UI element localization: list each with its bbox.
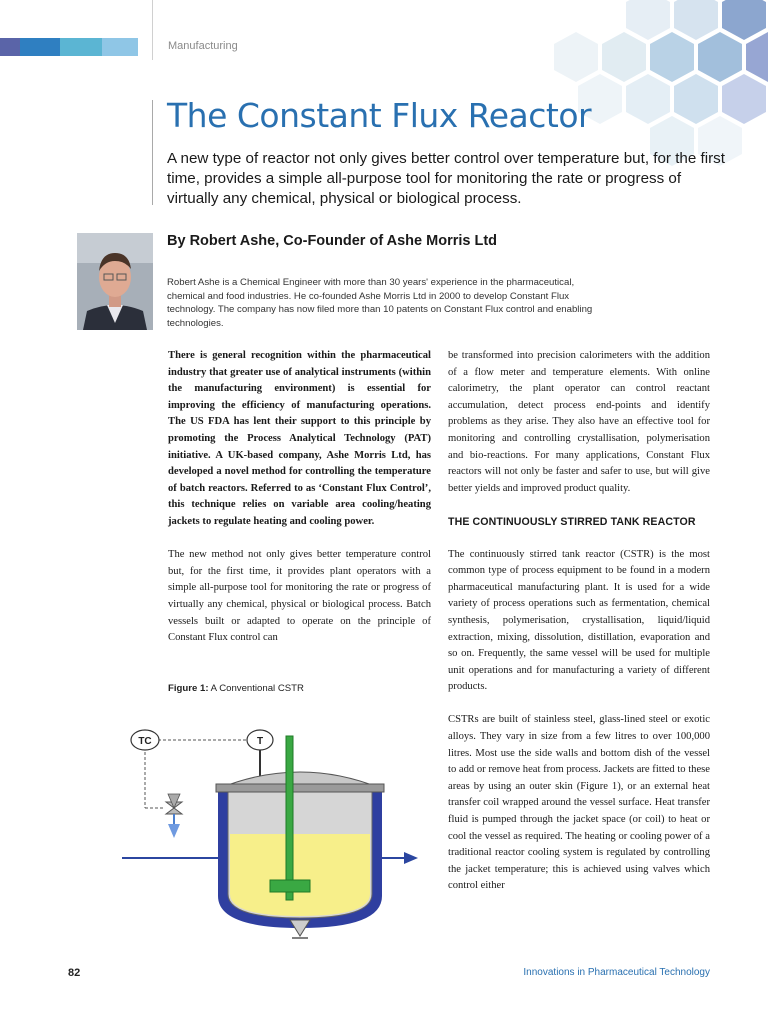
column-left [168, 348, 431, 663]
figure-label: Figure 1: [168, 683, 209, 694]
page-title: The Constant Flux Reactor [167, 96, 592, 135]
hexagon-shape [554, 32, 598, 82]
title-divider [152, 100, 153, 205]
byline: By Robert Ashe, Co-Founder of Ashe Morris Ltd [167, 233, 498, 249]
hexagon-shape [602, 32, 646, 82]
body-paragraph: be transformed into precision calorimeters with the addition of a flow meter and temperature elements. With online calorimetry, the plant operator can control reactant accumulation, detect process end-points and identify problems as they arise. They also have an effective tool for monitoring and controlling crystallisation, polymerisation and bio-reactions. For many applications, Constant Flux reactors will not only be faster and safer to use, but will give better yields and improved product quality. [448, 350, 710, 494]
author-photo [77, 233, 153, 330]
cstr-diagram [120, 716, 440, 946]
outlet-arrow-icon [404, 852, 418, 864]
agitator-shaft [286, 736, 293, 900]
stripe-3 [60, 38, 102, 56]
column-right [448, 348, 710, 912]
body-paragraph: The new method not only gives better temperature control but, for the first time, it provides plant operators with a simple all-purpose tool for monitoring the rate or progress of virtually any chemical, physical or biological process. Batch vessels built or adapted to operate on the principle of Constant Flux control can [168, 549, 431, 644]
hexagon-shape [626, 74, 670, 124]
reactor-flange [216, 784, 384, 792]
publication-name: Innovations in Pharmaceutical Technology [523, 967, 710, 978]
section-heading: THE CONTINUOUSLY STIRRED TANK REACTOR [448, 515, 696, 528]
header-divider [152, 0, 153, 60]
body-paragraph: The continuously stirred tank reactor (CSTR) is the most common type of process equipment to be found in a modern pharmaceutical manufacturing plant. It is used for a wide variety of process operations such as fermentation, chemical synthesis, polymerisation, crystallisation, liquid/liquid extraction, mixing, dissolution, distillation, evaporation and so on. Frequently, the same vessel will be used for multiple unit operations and for manufacturing a variety of different products. [448, 548, 710, 693]
hexagon-shape [674, 74, 718, 124]
stripe-1 [0, 38, 20, 56]
inlet-arrow-icon [168, 824, 180, 838]
standfirst: A new type of reactor not only gives better control over temperature but, for the first time, provides a simple all-purpose tool for monitoring the rate or progress of virtually any chemical, physical or biological process. [167, 150, 725, 207]
tc-label: TC [138, 736, 152, 747]
section-label: Manufacturing [168, 40, 238, 52]
hexagon-shape [722, 0, 766, 40]
figure-caption [168, 683, 304, 694]
valve-icon [168, 794, 180, 808]
t-label: T [256, 736, 264, 747]
lead-paragraph: There is general recognition within the pharmaceutical industry that greater use of analytical instruments (within the manufacturing environment) is essential for improving the efficiency of manufacturing operations. The US FDA has lent their support to this principle by promoting the Process Analytical Technology (PAT) initiative. A UK-based company, Ashe Morris Ltd, has developed a novel method for controlling the temperature of batch reactors. Referred to as ‘Constant Flux Control’, this technique relies on variable area cooling/heating jackets to regulate heating and cooling power. [168, 350, 431, 527]
author-portrait [77, 233, 153, 330]
bottom-valve-icon [290, 920, 310, 936]
hexagon-shape [698, 32, 742, 82]
header-color-stripes [0, 38, 138, 56]
hexagon-shape [722, 74, 766, 124]
hexagon-shape [650, 32, 694, 82]
body-paragraph: CSTRs are built of stainless steel, glass-lined steel or exotic alloys. They vary in size from a few litres to over 100,000 litres. Most use the side walls and bottom dish of the vessel to add or remove heat from process. Jackets are fitted to these areas by using an outer skin (Figure 1), or an external heat transfer coil wrapped around the vessel surface. Heat transfer fluid is pumped through the jacket space (or coil) to heat or cool the vessel as required. The heating or cooling power of a traditional reactor cooling system is regulated by controlling the jacket temperature; this is achieved using valves which control either [448, 714, 710, 892]
stripe-4 [102, 38, 138, 56]
agitator-impeller [270, 880, 310, 892]
reactor-liquid [230, 834, 370, 916]
hexagon-shape [626, 0, 670, 40]
hexagon-shape [746, 32, 768, 82]
hexagon-shape [674, 0, 718, 40]
figure-caption-text: A Conventional CSTR [210, 683, 304, 694]
author-bio: Robert Ashe is a Chemical Engineer with more than 30 years' experience in the pharmaceutical, chemical and food industries. He co-founded Ashe Morris Ltd in 2000 to develop Constant Flux technology. The company has now filed more than 10 patents on Constant Flux control and enabling technologies. [167, 277, 593, 329]
stripe-2 [20, 38, 60, 56]
page-number: 82 [68, 967, 81, 979]
